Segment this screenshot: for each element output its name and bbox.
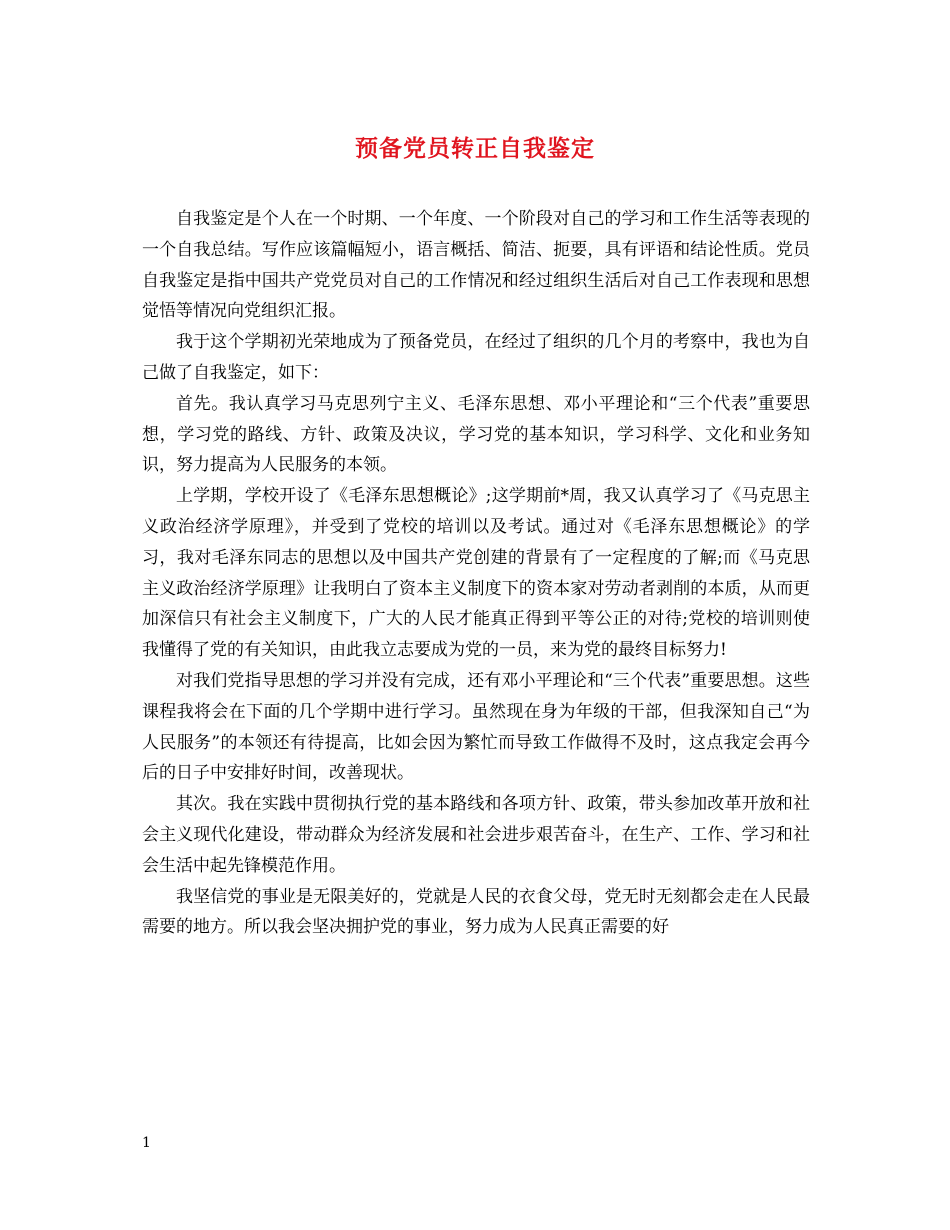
document-body xyxy=(142,204,810,943)
paragraph-study: 上学期，学校开设了《毛泽东思想概论》;这学期前*周，我又认真学习了《马克思主义政治经济学原理》，并受到了党校的培训以及考试。通过对《毛泽东思想概论》的学习，我对毛泽东同志的思想以及中国共产党创建的背景有了一定程度的了解;而《马克思主义政治经济学原理》让我明白了资本主义制度下的资本家对劳动者剥削的本质，从而更加深信只有社会主义制度下，广大的人民才能真正得到平等公正的对待;党校的培训则使我懂得了党的有关知识，由此我立志要成为党的一员，来为党的最终目标努力! xyxy=(142,486,810,661)
paragraph-theory: 对我们党指导思想的学习并没有完成，还有邓小平理论和“三个代表”重要思想。这些课程我将会在下面的几个学期中进行学习。虽然现在身为年级的干部，但我深知自己“为人民服务”的本领还有待提高，比如会因为繁忙而导致工作做得不及时，这点我定会再今后的日子中安排好时间，改善现状。 xyxy=(142,670,810,784)
document-title: 预备党员转正自我鉴定 xyxy=(355,135,595,162)
paragraph-belief: 我坚信党的事业是无限美好的，党就是人民的衣食父母，党无时无刻都会走在人民最需要的地方。所以我会坚决拥护党的事业，努力成为人民真正需要的好 xyxy=(142,886,810,938)
paragraph-preface: 我于这个学期初光荣地成为了预备党员，在经过了组织的几个月的考察中，我也为自己做了自我鉴定，如下： xyxy=(142,332,810,383)
page-number: 1 xyxy=(142,1135,151,1151)
paragraph-intro: 自我鉴定是个人在一个时期、一个年度、一个阶段对自己的学习和工作生活等表现的一个自我总结。写作应该篇幅短小，语言概括、简洁、扼要，具有评语和结论性质。党员自我鉴定是指中国共产党党员对自己的工作情况和经过组织生活后对自己工作表现和思想觉悟等情况向党组织汇报。 xyxy=(142,209,810,322)
paragraph-second: 其次。我在实践中贯彻执行党的基本路线和各项方针、政策，带头参加改革开放和社会主义现代化建设，带动群众为经济发展和社会进步艰苦奋斗，在生产、工作、学习和社会生活中起先锋模范作用。 xyxy=(142,794,810,876)
paragraph-first: 首先。我认真学习马克思列宁主义、毛泽东思想、邓小平理论和“三个代表”重要思想，学习党的路线、方针、政策及决议，学习党的基本知识，学习科学、文化和业务知识，努力提高为人民服务的本领。 xyxy=(142,393,810,476)
